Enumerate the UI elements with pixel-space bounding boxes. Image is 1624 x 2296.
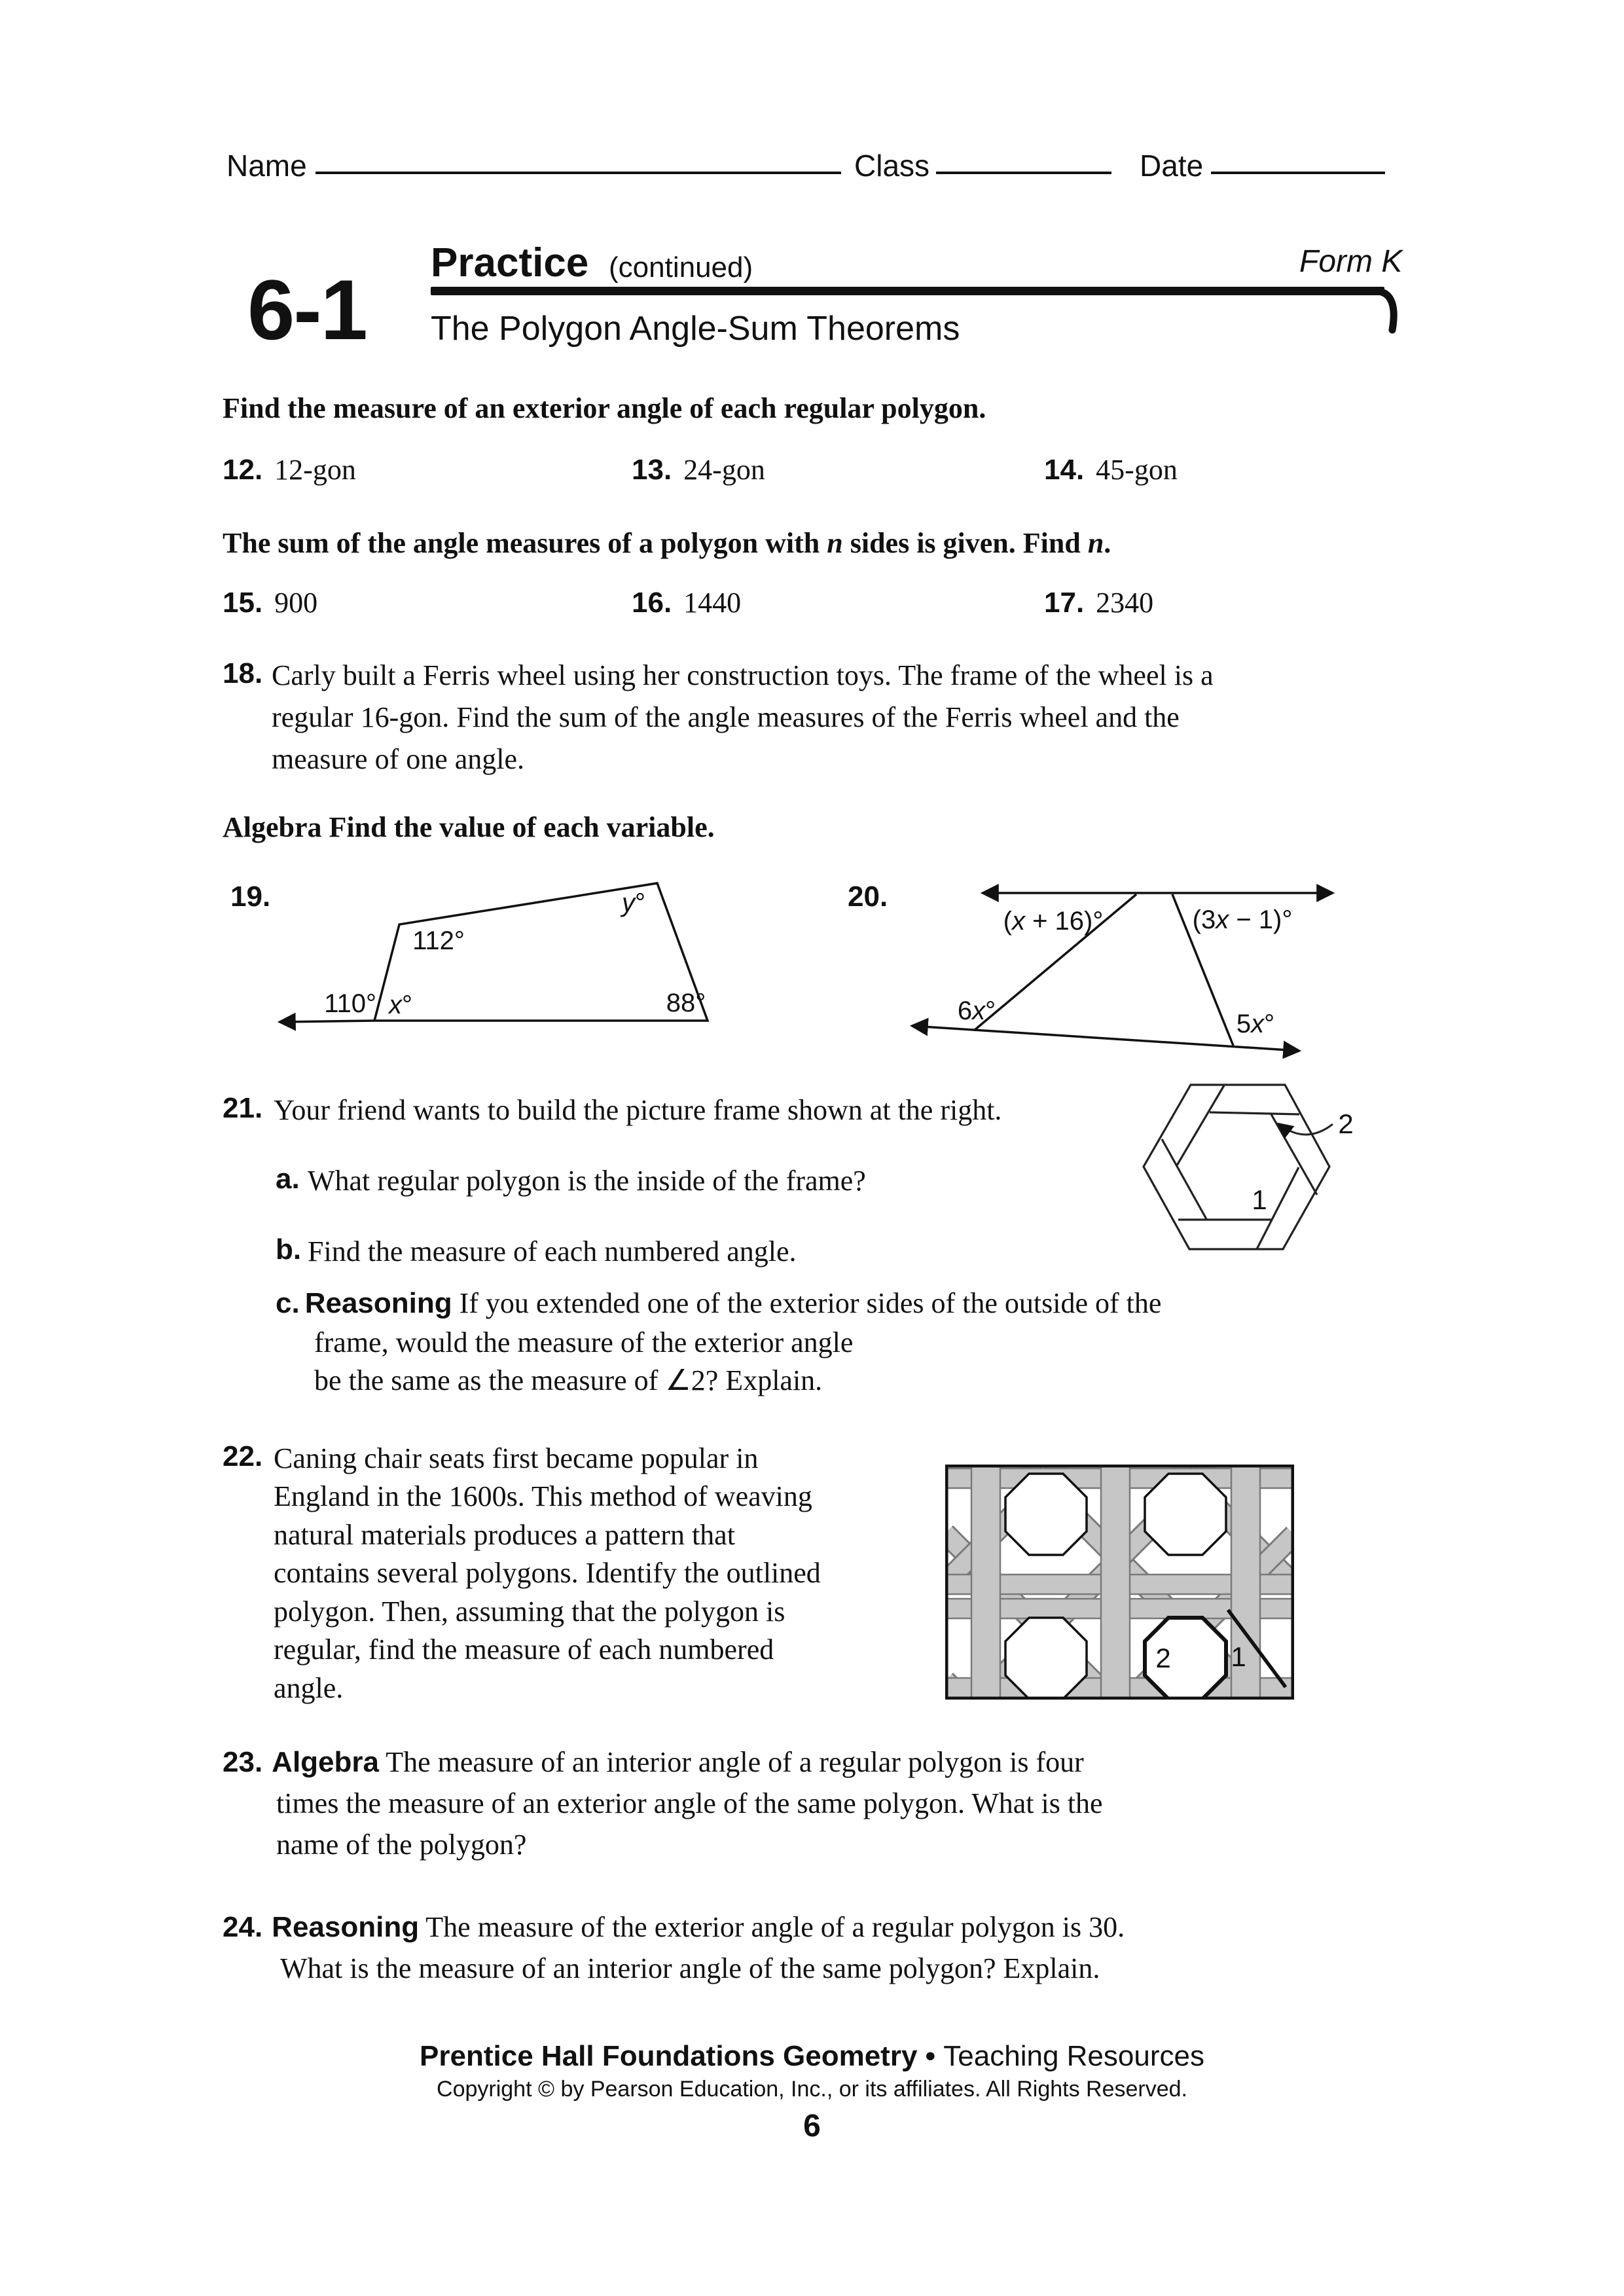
- item-14-number: 14.: [1044, 454, 1085, 486]
- q18-number: 18.: [223, 657, 263, 689]
- angle-3x1-label: (3x − 1)°: [1192, 905, 1293, 934]
- angle-88-label: 88°: [666, 989, 706, 1017]
- figure-20-quadrilateral: [897, 874, 1355, 1070]
- q21c-line3: be the same as the measure of ∠2? Explain.: [314, 1364, 823, 1396]
- q21c-text: If you extended one of the exterior sides of the outside of the: [452, 1287, 1162, 1319]
- angle-6x-label: 6x°: [957, 996, 996, 1025]
- angle-1-label: 1: [1252, 1184, 1267, 1215]
- name-line: [316, 172, 841, 174]
- class-line: [936, 172, 1111, 174]
- q18-line1: Carly built a Ferris wheel using her construction toys. The frame of the wheel is a: [272, 659, 1214, 691]
- figure-19-quadrilateral: [242, 871, 740, 1042]
- item-17: [1044, 585, 1153, 621]
- bottom-line-right: [1105, 1038, 1299, 1051]
- q21a-letter: a.: [276, 1163, 300, 1195]
- item-16-value: 1440: [683, 587, 742, 619]
- class-label: Class: [854, 149, 930, 183]
- figure-22-caning-pattern: [945, 1465, 1294, 1700]
- octagon-hole-top-right: [1145, 1474, 1226, 1555]
- item-12-value: 12-gon: [274, 454, 356, 486]
- q22-line6: regular, find the measure of each numbered: [274, 1633, 774, 1666]
- item-14-value: 45-gon: [1096, 454, 1178, 486]
- angle-x-label: x°: [389, 991, 412, 1019]
- item-15-number: 15.: [223, 587, 263, 619]
- page-title: The Polygon Angle-Sum Theorems: [431, 310, 960, 348]
- item-16-number: 16.: [632, 587, 672, 619]
- date-label: Date: [1140, 149, 1204, 183]
- exterior-ray: [280, 1021, 374, 1022]
- date-line: [1211, 172, 1385, 174]
- instruction-n-var2: n: [1087, 527, 1104, 559]
- q23-line1: [223, 1744, 1084, 1780]
- q18-line3: measure of one angle.: [272, 743, 525, 775]
- q22-line4: contains several polygons. Identify the outlined: [274, 1557, 821, 1589]
- angle-5x-label: 5x°: [1236, 1010, 1275, 1038]
- q24-number: 24.: [223, 1911, 263, 1943]
- q23-text1: The measure of an interior angle of a regular polygon is four: [379, 1746, 1084, 1778]
- practice-title: Practice: [431, 240, 589, 285]
- q18-line2: regular 16-gon. Find the sum of the angle measures of the Ferris wheel and the: [272, 701, 1180, 733]
- instruction-find-n-part3: .: [1104, 527, 1111, 559]
- item-15-value: 900: [274, 587, 318, 619]
- instruction-find-n-part2: sides is given. Find: [842, 527, 1088, 559]
- instruction-exterior-angle: Find the measure of an exterior angle of each regular polygon.: [223, 392, 986, 424]
- instruction-find-n: [223, 526, 1111, 560]
- q21b-text: Find the measure of each numbered angle.: [308, 1235, 797, 1267]
- q21c-reasoning-label: Reasoning: [304, 1287, 452, 1319]
- practice-continued: (continued): [609, 251, 753, 283]
- q24-reasoning-label: Reasoning: [272, 1911, 420, 1943]
- q21c-line2: frame, would the measure of the exterior angle: [314, 1326, 854, 1358]
- angle-2-label: 2: [1338, 1108, 1354, 1139]
- footer-series: Prentice Hall Foundations Geometry: [420, 2040, 918, 2072]
- caning-angle-1-label: 1: [1231, 1641, 1246, 1672]
- q23-algebra-label: Algebra: [272, 1746, 379, 1778]
- item-12-number: 12.: [223, 454, 263, 486]
- item-13: [632, 452, 765, 488]
- header-rule: [431, 287, 1384, 295]
- q21c-line1: [276, 1285, 1161, 1321]
- item-14: [1044, 452, 1178, 488]
- q21-line1: Your friend wants to build the picture frame shown at the right.: [274, 1094, 1002, 1126]
- angle-112-label: 112°: [412, 926, 465, 955]
- form-label: Form K: [1299, 244, 1403, 279]
- item-16: [632, 585, 741, 621]
- q21c-letter: c.: [276, 1287, 300, 1319]
- q21b-letter: b.: [276, 1233, 302, 1266]
- footer-copyright: Copyright © by Pearson Education, Inc., or its affiliates. All Rights Reserved.: [437, 2077, 1187, 2102]
- footer-series-line: [0, 2040, 1624, 2073]
- q23-number: 23.: [223, 1746, 263, 1778]
- q24-line2: What is the measure of an interior angle of the same polygon? Explain.: [280, 1952, 1100, 1984]
- header-rule-hook: [1378, 287, 1411, 334]
- footer-page-number: 6: [803, 2109, 821, 2143]
- item-13-value: 24-gon: [683, 454, 765, 486]
- algebra-heading: Algebra Find the value of each variable.: [223, 811, 715, 843]
- instruction-n-var1: n: [827, 527, 843, 559]
- lesson-number: 6-1: [247, 262, 367, 357]
- q24-text1: The measure of the exterior angle of a regular polygon is 30.: [419, 1911, 1125, 1943]
- frame-strip-top: [1210, 1112, 1299, 1114]
- item-17-number: 17.: [1044, 587, 1085, 619]
- q22-line1: Caning chair seats first became popular in: [274, 1442, 759, 1474]
- angle-110-label: 110°: [324, 989, 376, 1018]
- footer-resources: Teaching Resources: [943, 2040, 1204, 2072]
- octagon-hole-top-left: [1005, 1474, 1087, 1555]
- q20-number: 20.: [848, 881, 888, 913]
- q21a-text: What regular polygon is the inside of the frame?: [308, 1165, 866, 1197]
- bottom-line-left: [912, 1026, 1105, 1038]
- q22-line3: natural materials produces a pattern that: [274, 1519, 735, 1551]
- octagon-hole-bottom-left: [1005, 1618, 1087, 1699]
- item-12: [223, 452, 356, 488]
- q22-number: 22.: [223, 1440, 263, 1472]
- q23-line3: name of the polygon?: [276, 1829, 527, 1861]
- q23-line2: times the measure of an exterior angle of the same polygon. What is the: [276, 1787, 1103, 1819]
- footer-bullet: •: [917, 2040, 944, 2072]
- instruction-find-n-part1: The sum of the angle measures of a polygon with: [223, 527, 827, 559]
- q22-line2: England in the 1600s. This method of weaving: [274, 1480, 812, 1512]
- frame-strip-upper-right: [1271, 1114, 1317, 1195]
- angle-x16-label: (x + 16)°: [1003, 907, 1104, 936]
- q21-number: 21.: [223, 1092, 263, 1124]
- figure-21-hexagon-frame: [1138, 1076, 1367, 1266]
- q22-line7: angle.: [274, 1672, 344, 1704]
- caning-angle-2-label: 2: [1155, 1643, 1171, 1673]
- name-label: Name: [226, 149, 307, 183]
- item-17-value: 2340: [1096, 587, 1154, 619]
- angle-2-arrow: [1279, 1124, 1333, 1135]
- q22-line5: polygon. Then, assuming that the polygon is: [274, 1595, 785, 1628]
- item-13-number: 13.: [632, 454, 672, 486]
- q19-number: 19.: [230, 881, 271, 913]
- item-15: [223, 585, 317, 621]
- q24-line1: [223, 1909, 1125, 1945]
- angle-y-label: y°: [622, 888, 645, 917]
